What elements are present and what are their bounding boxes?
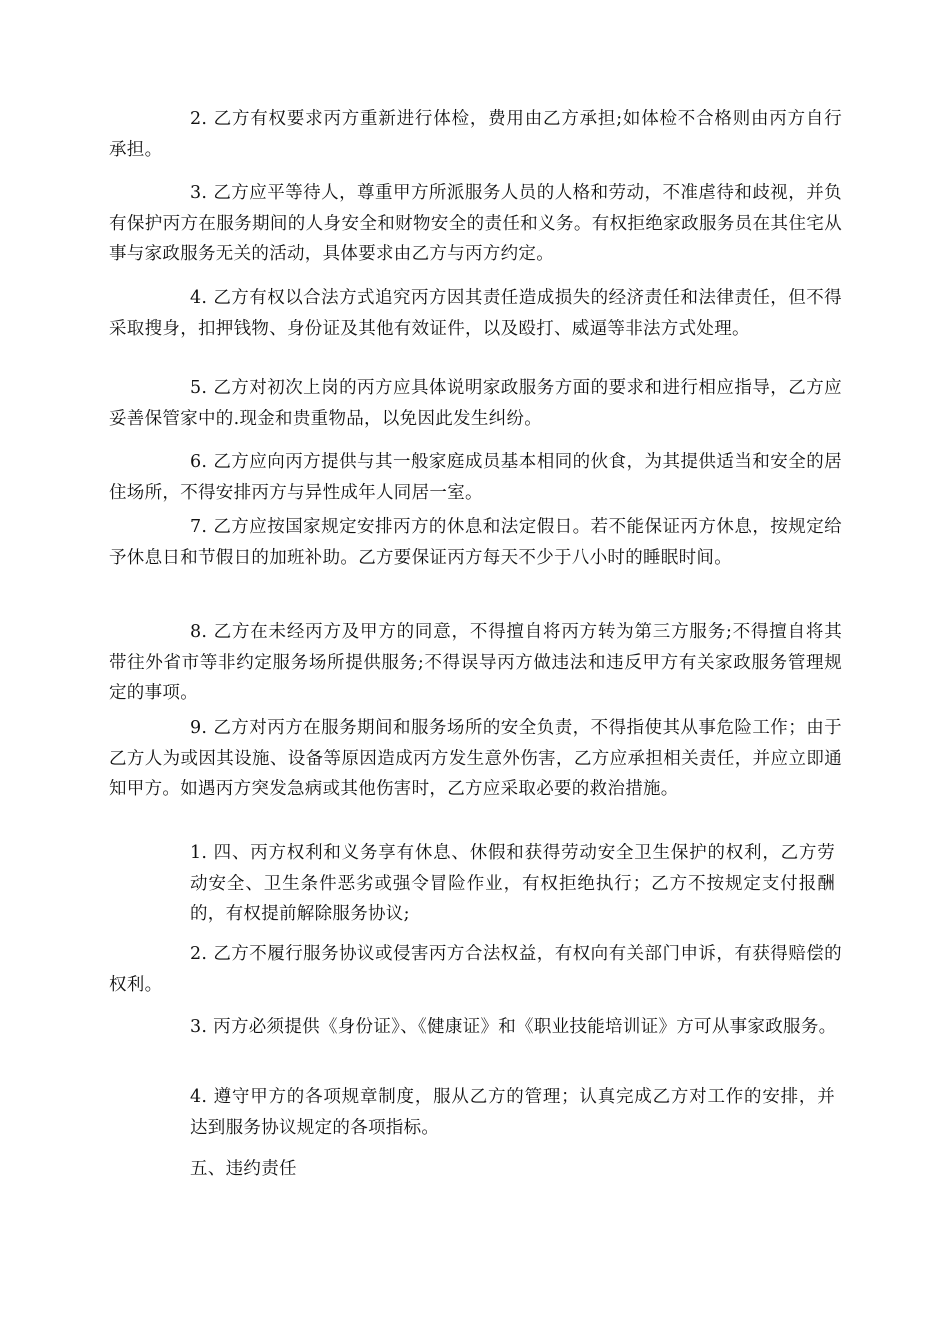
paragraph-section-4-item-3: 3. 丙方必须提供《身份证》、《健康证》和《职业技能培训证》方可从事家政服务。 — [190, 1017, 837, 1037]
paragraph-section-4-item-2: 2. 乙方不履行服务协议或侵害丙方合法权益，有权向有关部门申诉，有获得赔偿的权利。 — [109, 944, 842, 995]
paragraph-clause-7: 7. 乙方应按国家规定安排丙方的休息和法定假日。若不能保证丙方休息，按规定给予休息日和节假日的加班补助。乙方要保证丙方每天不少于八小时的睡眠时间。 — [109, 517, 842, 568]
paragraph-clause-2: 2. 乙方有权要求丙方重新进行体检，费用由乙方承担;如体检不合格则由丙方自行承担。 — [109, 109, 842, 160]
paragraph-clause-4: 4. 乙方有权以合法方式追究丙方因其责任造成损失的经济责任和法律责任，但不得采取搜身，扣押钱物、身份证及其他有效证件，以及殴打、威逼等非法方式处理。 — [109, 288, 842, 339]
paragraph-clause-9: 9. 乙方对丙方在服务期间和服务场所的安全负责，不得指使其从事危险工作；由于乙方人为或因其设施、设备等原因造成丙方发生意外伤害，乙方应承担相关责任，并应立即通知甲方。如遇丙方突发急病或其他伤害时，乙方应采取必要的救治措施。 — [109, 718, 842, 799]
paragraph-section-4-item-1: 1. 四、丙方权利和义务享有休息、休假和获得劳动安全卫生保护的权利，乙方劳动安全、卫生条件恶劣或强令冒险作业，有权拒绝执行；乙方不按规定支付报酬的，有权提前解除服务协议; — [190, 843, 835, 924]
paragraph-clause-6: 6. 乙方应向丙方提供与其一般家庭成员基本相同的伙食，为其提供适当和安全的居住场所，不得安排丙方与异性成年人同居一室。 — [109, 452, 842, 503]
paragraph-clause-8: 8. 乙方在未经丙方及甲方的同意，不得擅自将丙方转为第三方服务;不得擅自将其带往外省市等非约定服务场所提供服务;不得误导丙方做违法和违反甲方有关家政服务管理规定的事项。 — [109, 622, 842, 703]
paragraph-section-4-item-4: 4. 遵守甲方的各项规章制度，服从乙方的管理；认真完成乙方对工作的安排，并达到服务协议规定的各项指标。 — [190, 1087, 835, 1138]
paragraph-clause-5: 5. 乙方对初次上岗的丙方应具体说明家政服务方面的要求和进行相应指导，乙方应妥善保管家中的.现金和贵重物品，以免因此发生纠纷。 — [109, 378, 842, 429]
section-heading-breach-liability: 五、违约责任 — [190, 1159, 297, 1179]
paragraph-clause-3: 3. 乙方应平等待人，尊重甲方所派服务人员的人格和劳动，不准虐待和歧视，并负有保护丙方在服务期间的人身安全和财物安全的责任和义务。有权拒绝家政服务员在其住宅从事与家政服务无关的活动，具体要求由乙方与丙方约定。 — [109, 183, 842, 264]
